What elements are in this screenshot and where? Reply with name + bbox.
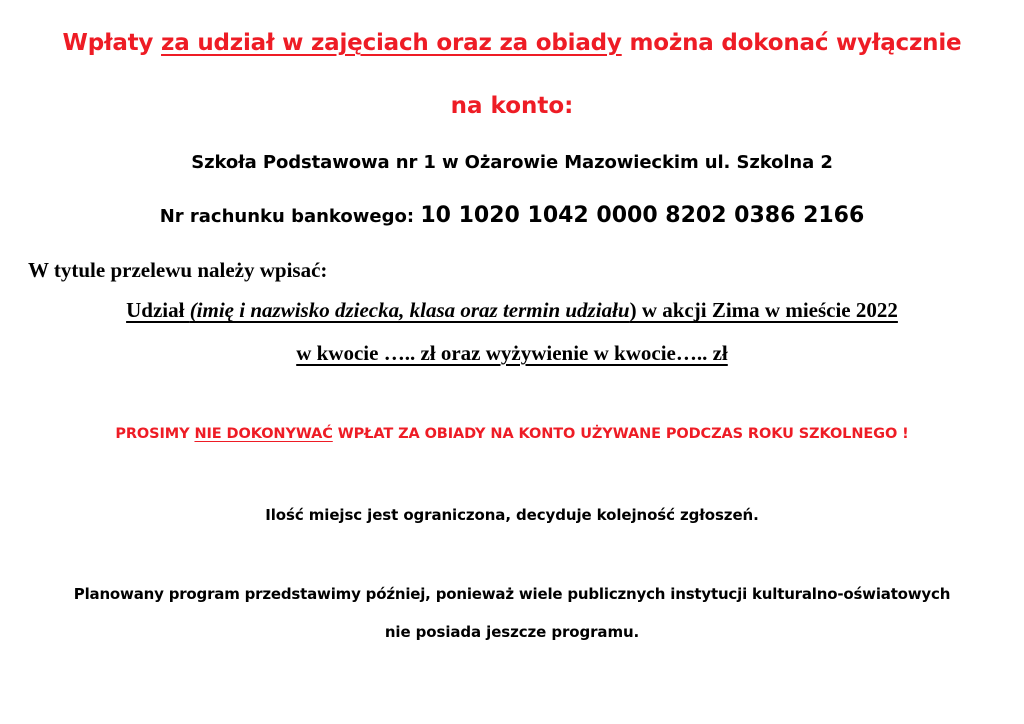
warning-underlined: NIE DOKONYWAĆ	[194, 426, 333, 442]
school-address: Szkoła Podstawowa nr 1 w Ożarowie Mazowieckim ul. Szkolna 2	[191, 152, 833, 173]
transfer-title-line1	[0, 298, 1024, 323]
program-notice-line1: Planowany program przedstawimy później, ponieważ wiele publicznych instytucji kulturalno-oświatowych	[73, 585, 951, 603]
bank-account-number: 10 1020 1042 0000 8202 0386 2166	[420, 203, 865, 228]
warning-start: PROSIMY	[115, 426, 195, 442]
payment-heading	[0, 30, 1024, 56]
payment-heading-end: można dokonać wyłącznie	[621, 30, 962, 56]
payment-heading-start: Wpłaty	[62, 30, 162, 56]
payment-heading-line2: na konto:	[450, 93, 574, 119]
warning-notice	[0, 426, 1024, 442]
bank-account-label: Nr rachunku bankowego:	[159, 206, 421, 227]
transfer-title-italic: (imię i nazwisko dziecka, klasa oraz termin udziału	[189, 298, 630, 322]
program-notice-line2: nie posiada jeszcze programu.	[384, 623, 640, 641]
bank-account	[0, 203, 1024, 228]
transfer-title-start: Udział	[126, 298, 190, 322]
payment-heading-underlined: za udział w zajęciach oraz za obiady	[161, 30, 622, 56]
transfer-title-line2: w kwocie ….. zł oraz wyżywienie w kwocie….. zł	[296, 341, 728, 365]
transfer-title-end: ) w akcji Zima w mieście 2022	[629, 298, 898, 322]
limited-places-notice: Ilość miejsc jest ograniczona, decyduje kolejność zgłoszeń.	[265, 506, 759, 524]
warning-end: WPŁAT ZA OBIADY NA KONTO UŻYWANE PODCZAS ROKU SZKOLNEGO !	[332, 426, 909, 442]
transfer-title-intro: W tytule przelewu należy wpisać:	[28, 258, 328, 282]
